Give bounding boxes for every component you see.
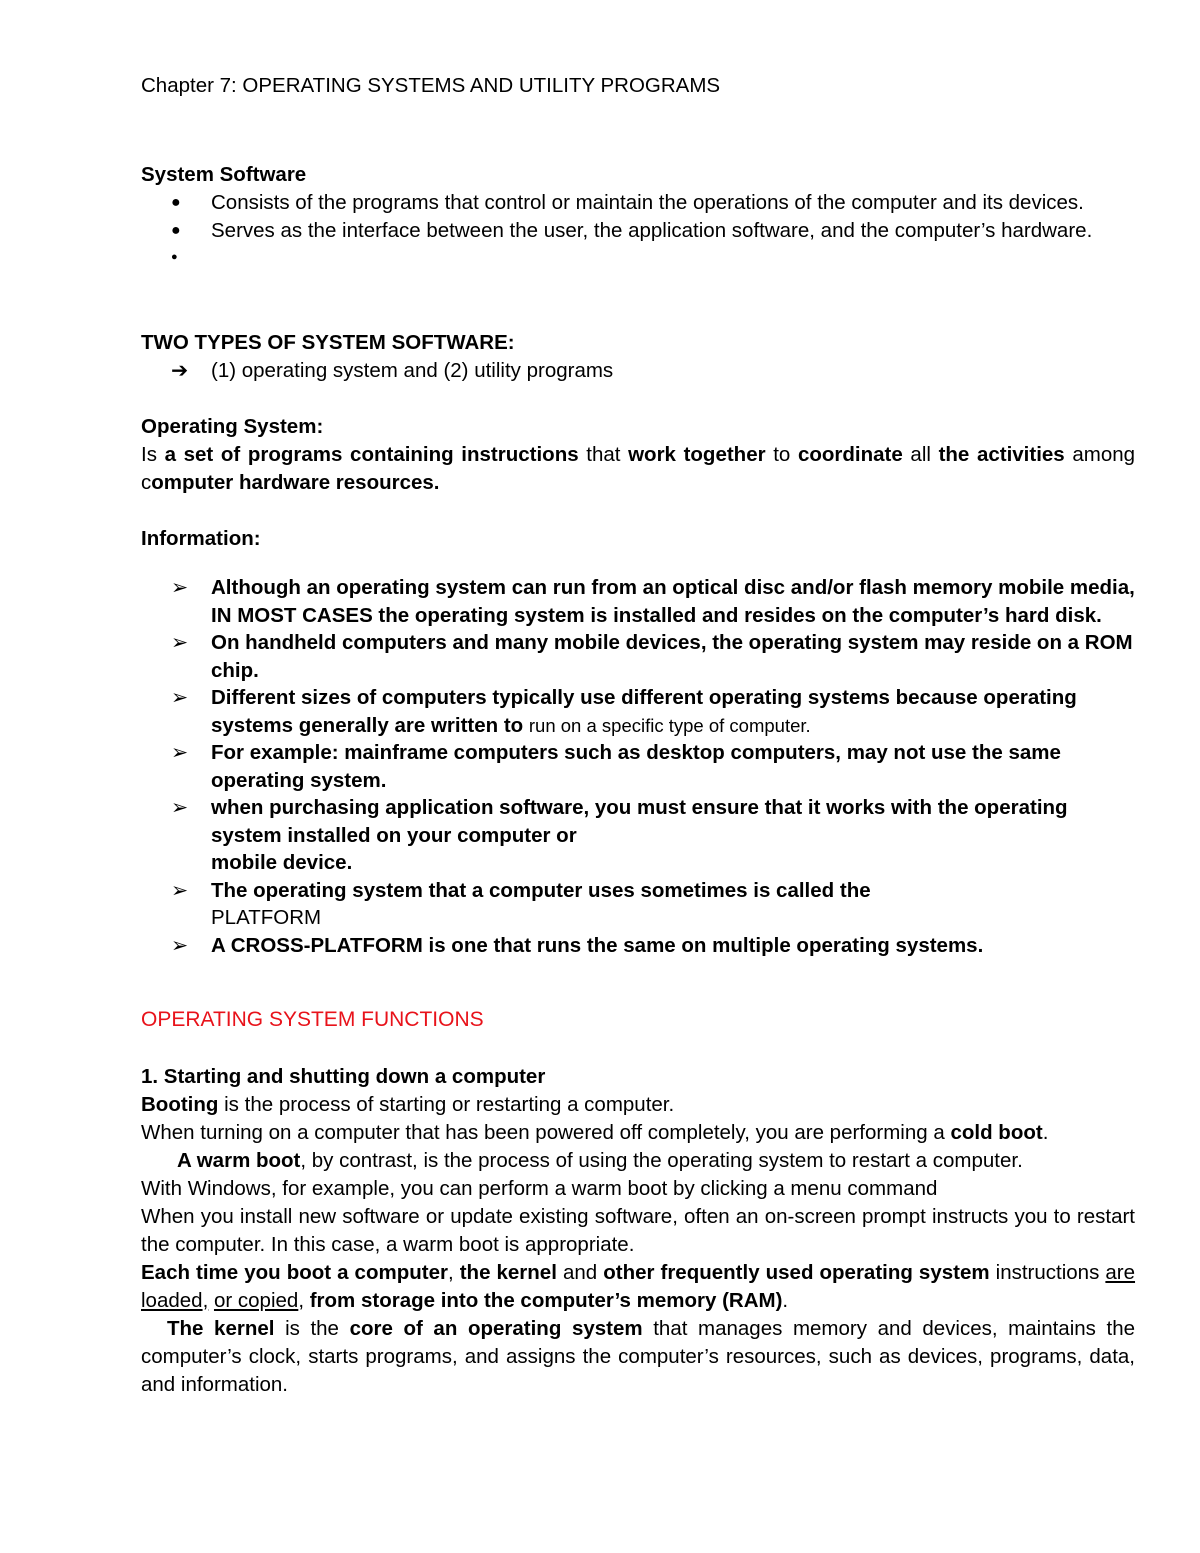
subheading-starting: 1. Starting and shutting down a computer xyxy=(141,1065,546,1088)
list-item: ➢ The operating system that a computer uses sometimes is called the PLATFORM xyxy=(171,878,871,929)
system-software-heading: System Software xyxy=(141,163,307,186)
operating-system-heading: Operating System: xyxy=(141,415,324,438)
booting-paragraph: Booting is the process of starting or restarting a computer. xyxy=(141,1093,675,1116)
information-list xyxy=(141,574,1135,959)
functions-section xyxy=(141,1063,1135,1399)
two-types-heading: TWO TYPES OF SYSTEM SOFTWARE: xyxy=(141,331,515,354)
arrowhead-icon: ➢ xyxy=(171,933,189,957)
bullet-icon: ● xyxy=(171,194,181,211)
information-heading: Information: xyxy=(141,527,261,550)
kernel-definition-paragraph: The kernel is the core of an operating system that manages memory and devices, maintains the computer’s clock, starts programs, and assigns the computer’s resources, such as devices, programs, data, and information. xyxy=(141,1317,1136,1396)
system-software-section xyxy=(141,161,1135,272)
arrowhead-icon: ➢ xyxy=(171,576,189,599)
arrow-icon: ➔ xyxy=(171,359,189,382)
list-item: ➢ On handheld computers and many mobile devices, the operating system may reside on a ROM chip. xyxy=(171,631,1133,682)
functions-heading-wrap xyxy=(141,1006,1135,1034)
two-types-list xyxy=(141,357,1135,385)
bullet-icon: ● xyxy=(171,221,181,239)
list-item: ➢ Although an operating system can run from an optical disc and/or flash memory mobile media, IN MOST CASES the operating system is installed and resides on the computer’s hard disk. xyxy=(171,576,1135,627)
operating-system-section xyxy=(141,413,1135,497)
functions-heading: OPERATING SYSTEM FUNCTIONS xyxy=(141,1008,484,1031)
cold-boot-paragraph: When turning on a computer that has been powered off completely, you are performing a cold boot. xyxy=(141,1121,1049,1144)
two-types-section xyxy=(141,329,1135,385)
arrowhead-icon: ➢ xyxy=(171,796,189,819)
arrowhead-icon: ➢ xyxy=(171,878,189,902)
arrowhead-icon: ➢ xyxy=(171,631,189,654)
list-item: ➢ For example: mainframe computers such as desktop computers, may not use the same operating system. xyxy=(171,741,1061,792)
page-title: Chapter 7: OPERATING SYSTEMS AND UTILITY PROGRAMS xyxy=(141,74,721,97)
operating-system-definition: Is a set of programs containing instructions that work together to coordinate all the activities among computer hardware resources. xyxy=(141,443,1136,494)
list-item: ➢ A CROSS-PLATFORM is one that runs the same on multiple operating systems. xyxy=(141,932,1135,960)
arrowhead-icon: ➢ xyxy=(171,686,189,709)
list-item: ➢ Different sizes of computers typically use different operating systems because operating systems generally are written to run on a specific type of computer. xyxy=(171,686,1077,737)
list-item: ● Consists of the programs that control or maintain the operations of the computer and its devices. xyxy=(141,189,1135,217)
list-item xyxy=(141,244,1135,272)
system-software-list xyxy=(141,189,1135,272)
warm-boot-paragraph: A warm boot, by contrast, is the process of using the operating system to restart a computer. xyxy=(177,1149,1023,1172)
information-list-wrap xyxy=(141,574,1135,959)
kernel-load-paragraph: Each time you boot a computer, the kernel and other frequently used operating system instructions are loaded, or copied, from storage into the computer’s memory (RAM). xyxy=(141,1261,1136,1312)
list-item: ➢ when purchasing application software, you must ensure that it works with the operating system installed on your computer or mobile device. xyxy=(171,796,1068,874)
list-item: ➔ (1) operating system and (2) utility programs xyxy=(141,357,1135,385)
information-section xyxy=(141,525,1135,553)
bullet-icon: ● xyxy=(171,251,178,263)
windows-paragraph: With Windows, for example, you can perform a warm boot by clicking a menu command xyxy=(141,1177,938,1200)
list-item: ● Serves as the interface between the user, the application software, and the computer’s hardware. xyxy=(141,217,1135,245)
arrowhead-icon: ➢ xyxy=(171,741,189,764)
install-paragraph: When you install new software or update existing software, often an on-screen prompt instructs you to restart the computer. In this case, a warm boot is appropriate. xyxy=(141,1205,1135,1256)
